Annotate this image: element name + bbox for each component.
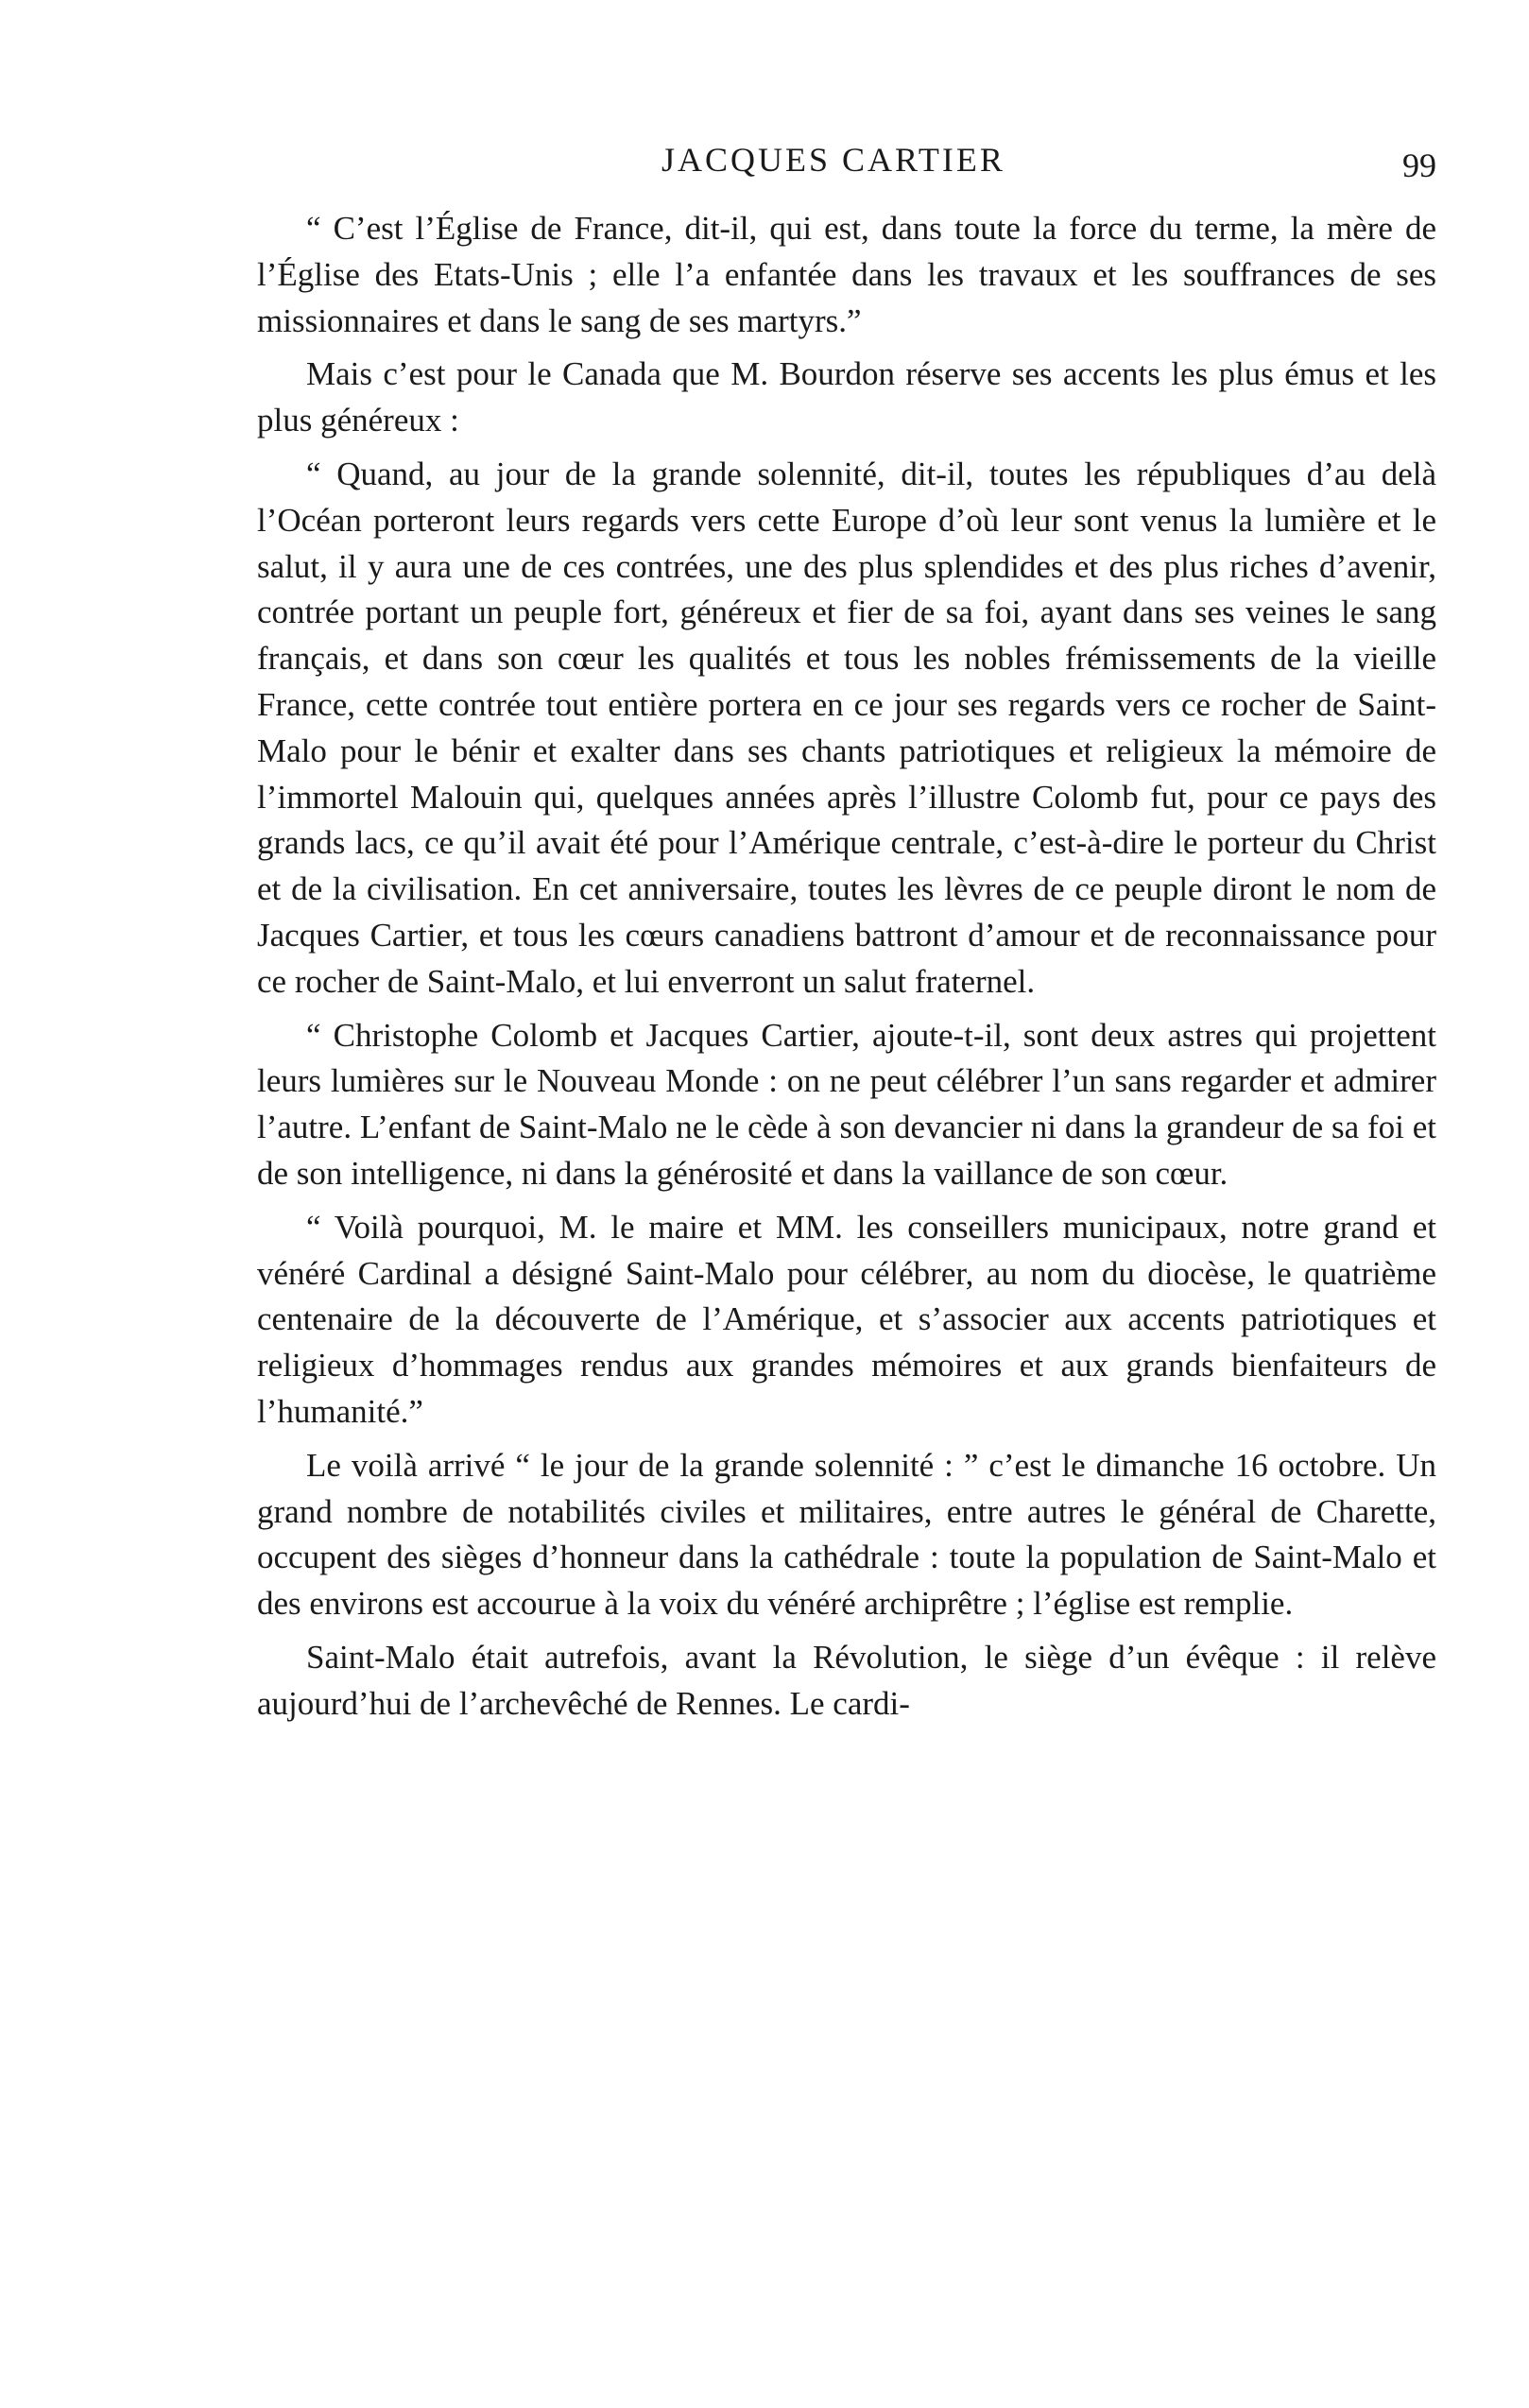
body-text bbox=[257, 206, 1436, 1735]
running-head-title: JACQUES CARTIER bbox=[661, 141, 1005, 179]
page-number: 99 bbox=[1402, 146, 1436, 184]
paragraph-canada-intro: Mais c’est pour le Canada que M. Bourdon réserve ses accents les plus émus et les plus généreux : bbox=[257, 355, 1436, 439]
running-head bbox=[255, 132, 1436, 189]
paragraph-saint-malo-eveche: Saint-Malo était autrefois, avant la Révolution, le siège d’un évêque : il relève aujourd’hui de l’archevêché de Rennes. Le cardi- bbox=[257, 1638, 1436, 1722]
paragraph-dimanche-16-octobre: Le voilà arrivé “ le jour de la grande solennité : ” c’est le dimanche 16 octobre. Un grand nombre de notabilités civiles et militaires, entre autres le général de Charette, occupent des sièges d’honneur dans la cathédrale : toute la population de Saint-Malo et des environs est accourue à la voix du vénéré archiprêtre ; l’église est remplie. bbox=[257, 1446, 1436, 1623]
paragraph-quote-voila-pourquoi: “ Voilà pourquoi, M. le maire et MM. les conseillers municipaux, notre grand et vénéré Cardinal a désigné Saint-Malo pour célébrer, au nom du diocèse, le quatrième centenaire de la découverte de l’Amérique, et s’associer aux accents patriotiques et religieux d’hommages rendus aux grandes mémoires et aux grands bienfaiteurs de l’humanité.” bbox=[257, 1208, 1436, 1430]
paragraph-quote-eglise: “ C’est l’Église de France, dit-il, qui est, dans toute la force du terme, la mère de l’Église des Etats-Unis ; elle l’a enfantée dans les travaux et les souffrances de ses missionnaires et dans le sang de ses martyrs.” bbox=[257, 210, 1436, 339]
paragraph-quote-solennite: “ Quand, au jour de la grande solennité, dit-il, toutes les républiques d’au delà l’Océan porteront leurs regards vers cette Europe d’où leur sont venus la lumière et le salut, il y aura une de ces contrées, une des plus splendides et des plus riches d’avenir, contrée portant un peuple fort, généreux et fier de sa foi, ayant dans ses veines le sang français, et dans son cœur les qualités et tous les nobles frémissements de la vieille France, cette contrée tout entière portera en ce jour ses regards vers ce rocher de Saint-Malo pour le bénir et exalter dans ses chants patriotiques et religieux la mémoire de l’immortel Malouin qui, quelques années après l’illustre Colomb fut, pour ce pays des grands lacs, ce qu’il avait été pour l’Amérique centrale, c’est-à-dire le porteur du Christ et de la civilisation. En cet anniversaire, toutes les lèvres de ce peuple diront le nom de Jacques Cartier, et tous les cœurs canadiens battront d’amour et de reconnaissance pour ce rocher de Saint-Malo, et lui enverront un salut fraternel. bbox=[257, 455, 1436, 1000]
paragraph-quote-colomb-cartier: “ Christophe Colomb et Jacques Cartier, ajoute-t-il, sont deux astres qui projettent leurs lumières sur le Nouveau Monde : on ne peut célébrer l’un sans regarder et admirer l’autre. L’enfant de Saint-Malo ne le cède à son devancier ni dans la grandeur de sa foi et de son intelligence, ni dans la générosité et dans la vaillance de son cœur. bbox=[257, 1016, 1436, 1192]
